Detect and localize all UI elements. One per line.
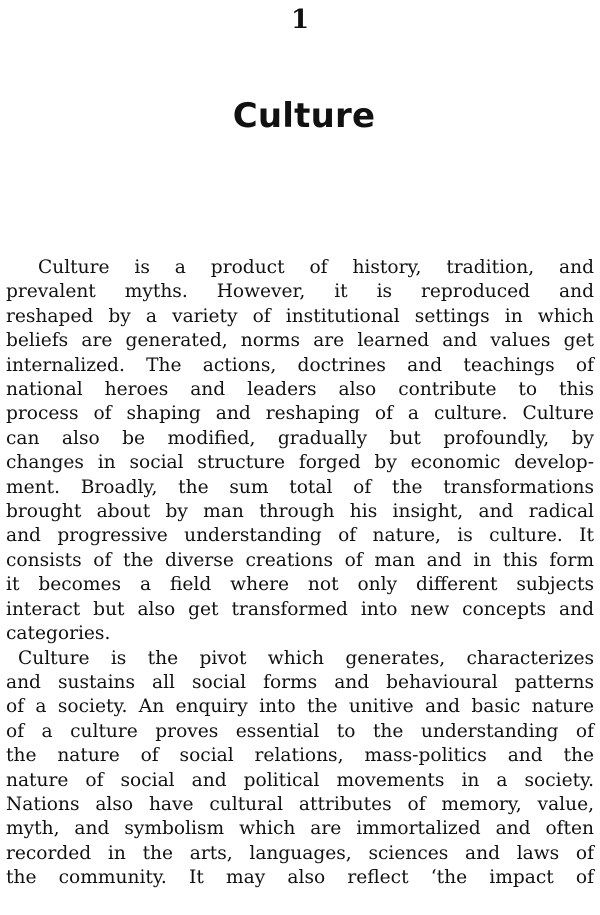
- text-line: can also be modified, gradually but profoundly, by: [6, 427, 594, 449]
- text-line: Culture is a product of history, tradition, and: [38, 257, 594, 278]
- chapter-number: 1: [290, 5, 310, 35]
- text-line: process of shaping and reshaping of a culture. Culture: [6, 403, 594, 425]
- text-line: of a culture proves essential to the understanding of: [6, 720, 594, 742]
- text-line: prevalent myths. However, it is reproduced and: [6, 281, 594, 303]
- chapter-body: [6, 256, 594, 891]
- text-line: nature of social and political movements in a society.: [6, 769, 594, 791]
- text-line: it becomes a field where not only different subjects: [6, 574, 594, 596]
- text-line: the community. It may also reflect ʻthe impact of: [6, 867, 594, 889]
- paragraph-2: [6, 647, 594, 891]
- text-line: recorded in the arts, languages, sciences and laws of: [6, 842, 594, 864]
- text-line: myth, and symbolism which are immortalized and often: [6, 818, 594, 840]
- text-line: reshaped by a variety of institutional settings in which: [6, 305, 594, 327]
- text-line: internalized. The actions, doctrines and teachings of: [6, 354, 594, 376]
- text-line: and progressive understanding of nature, is culture. It: [6, 525, 594, 547]
- text-line: interact but also get transformed into new concepts and: [6, 598, 594, 620]
- chapter-title: Culture: [232, 96, 376, 136]
- text-line: brought about by man through his insight, and radical: [6, 501, 594, 523]
- text-line: beliefs are generated, norms are learned and values get: [6, 330, 594, 352]
- text-line: Nations also have cultural attributes of memory, value,: [6, 793, 594, 815]
- text-line: changes in social structure forged by economic develop-: [6, 452, 594, 474]
- text-line: and sustains all social forms and behavioural patterns: [6, 671, 594, 693]
- text-line: of a society. An enquiry into the unitive and basic nature: [6, 696, 594, 718]
- paragraph-1: [6, 256, 594, 647]
- text-line: consists of the diverse creations of man and in this form: [6, 549, 594, 571]
- text-line: Culture is the pivot which generates, characterizes: [18, 647, 594, 669]
- text-line: categories.: [6, 623, 111, 645]
- text-line: national heroes and leaders also contribute to this: [6, 379, 594, 401]
- text-line: ment. Broadly, the sum total of the transformations: [6, 476, 594, 498]
- text-line: the nature of social relations, mass-politics and the: [6, 745, 594, 767]
